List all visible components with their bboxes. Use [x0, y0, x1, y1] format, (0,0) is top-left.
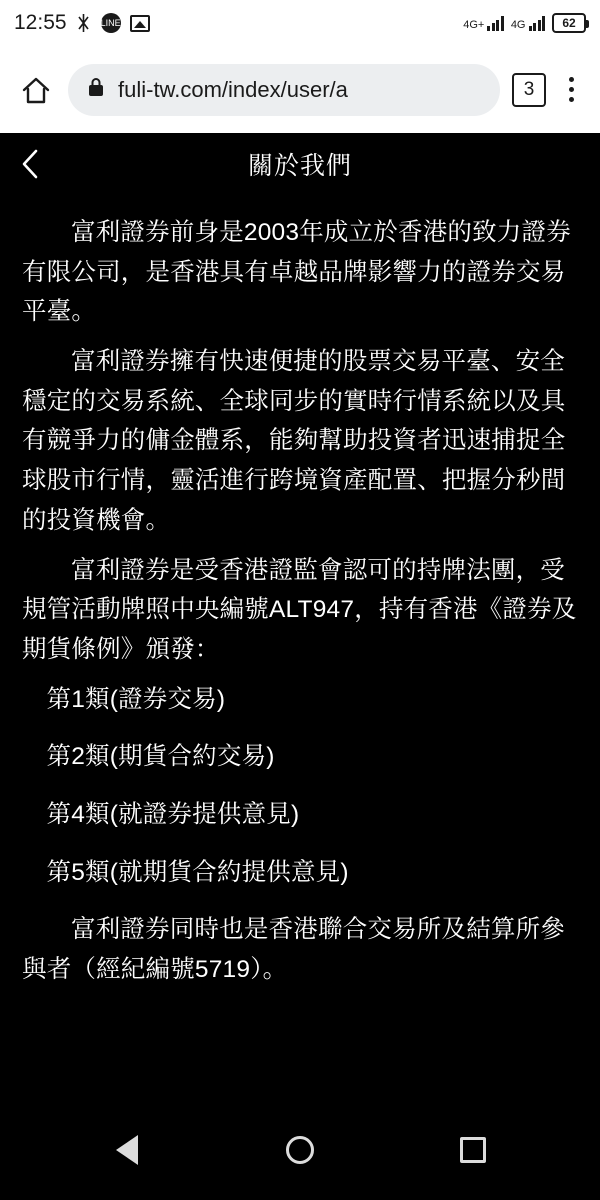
page-title: 關於我們 [247, 152, 352, 180]
tab-switcher-button[interactable]: 3 [512, 73, 546, 107]
paragraph: 富利證券前身是2003年成立於香港的致力證券有限公司，是香港具有卓越品牌影響力的證券交易平臺。 [22, 219, 571, 326]
paragraph: 富利證券是受香港證監會認可的持牌法團，受規管活動牌照中央編號ALT947，持有香港《證券及期貨條例》頒發： [22, 556, 577, 663]
list-item: 第1類(證券交易) [46, 685, 226, 713]
screenshot-image-icon [130, 15, 150, 32]
url-bar[interactable] [68, 64, 500, 116]
system-navigation-bar [0, 1100, 600, 1200]
status-clock: 12:55 [14, 11, 67, 34]
lock-icon [86, 75, 106, 104]
signal-bars-icon-2 [529, 16, 546, 31]
network-label-2: 4G [510, 18, 526, 31]
network-label-1: 4G+ [463, 18, 485, 31]
signal-bars-icon-1 [487, 16, 504, 31]
nav-back-triangle-icon[interactable] [92, 1115, 162, 1185]
nav-recents-square-icon[interactable] [438, 1115, 508, 1185]
network-indicator-1 [463, 16, 504, 31]
about-us-content [0, 195, 600, 1100]
page-header [0, 133, 600, 195]
network-indicator-2 [511, 16, 545, 31]
paragraph: 富利證券擁有快速便捷的股票交易平臺、安全穩定的交易系統、全球同步的實時行情系統以及具有競爭力的傭金體系，能夠幫助投資者迅速捕捉全球股市行情，靈活進行跨境資產配置、把握分秒間的投資機會。 [22, 348, 566, 534]
nav-home-circle-icon[interactable] [265, 1115, 335, 1185]
system-status-bar [0, 0, 600, 46]
home-icon[interactable] [16, 70, 56, 110]
paragraph: 富利證券同時也是香港聯合交易所及結算所參與者（經紀編號5719）。 [22, 916, 565, 983]
line-app-icon: LINE [101, 13, 121, 33]
url-text: fuli-tw.com/index/user/a [118, 76, 348, 102]
list-item: 第4類(就證券提供意見) [46, 800, 300, 828]
browser-toolbar [0, 46, 600, 133]
list-item: 第5類(就期貨合約提供意見) [46, 858, 349, 886]
status-bar-left [14, 11, 150, 35]
battery-indicator: 62 [552, 13, 586, 33]
list-item: 第2類(期貨合約交易) [46, 743, 275, 771]
bluetooth-icon [76, 13, 92, 33]
status-bar-right [463, 13, 586, 33]
overflow-menu-icon[interactable] [558, 70, 584, 110]
